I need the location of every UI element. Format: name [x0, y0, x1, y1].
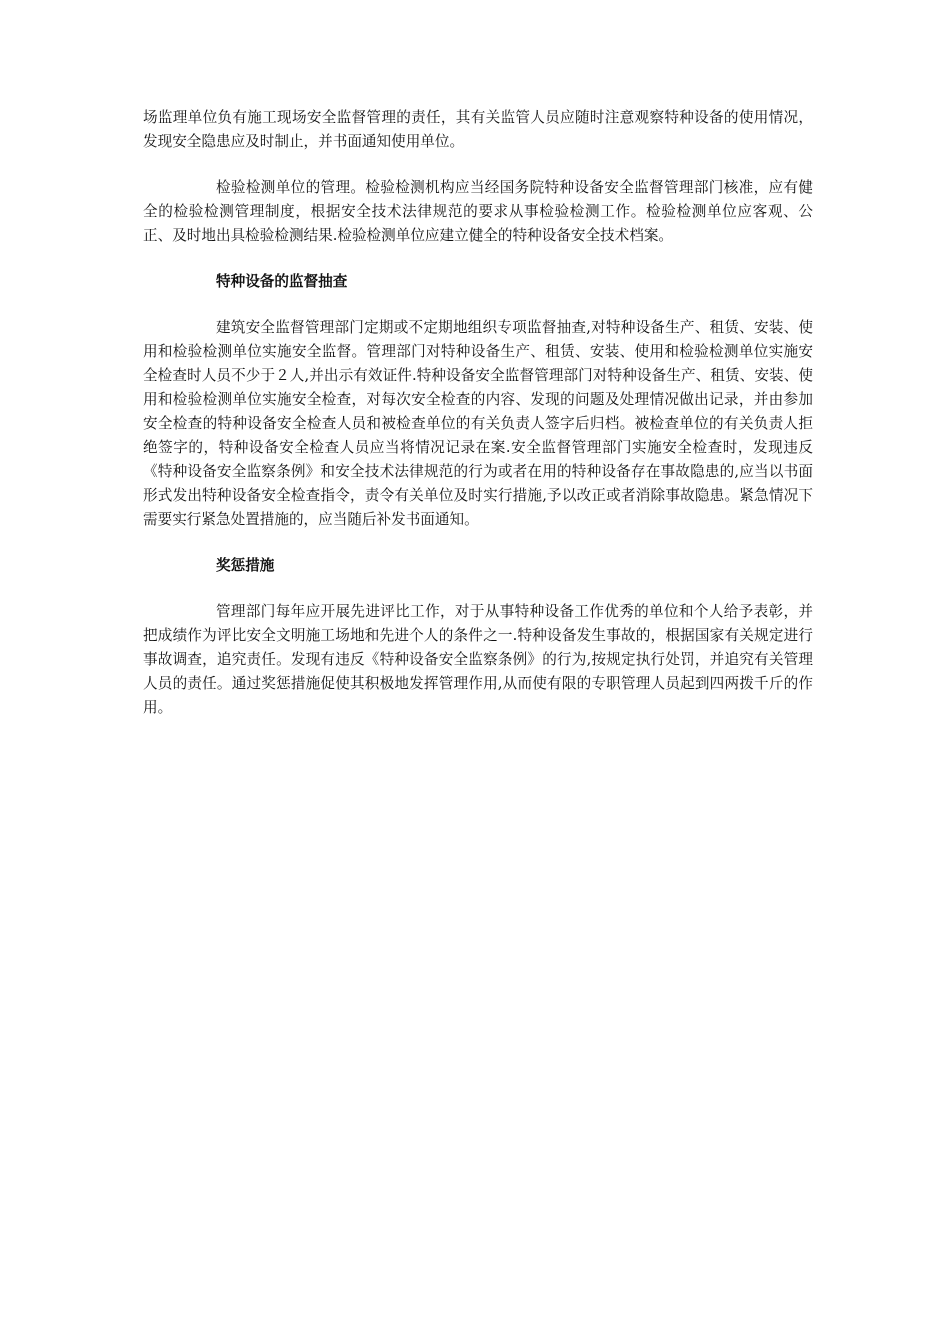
paragraph-rewards: 管理部门每年应开展先进评比工作，对于从事特种设备工作优秀的单位和个人给予表彰，并把成绩作为评比安全文明施工场地和先进个人的条件之一.特种设备发生事故的，根据国家有关规定进行事故调查，追究责任。发现有违反《特种设备安全监察条例》的行为,按规定执行处罚，并追究有关管理人员的责任。通过奖惩措施促使其积极地发挥管理作用,从而使有限的专职管理人员起到四两拨千斤的作用。	[143, 603, 813, 716]
paragraph-spacer	[143, 294, 813, 316]
paragraph-intro: 场监理单位负有施工现场安全监督管理的责任，其有关监管人员应随时注意观察特种设备的使用情况，发现安全隐患应及时制止，并书面通知使用单位。	[143, 109, 813, 150]
document-page	[143, 106, 813, 720]
heading-supervision: 特种设备的监督抽查	[216, 273, 348, 290]
paragraph-spacer	[143, 248, 813, 270]
paragraph-spacer	[143, 154, 813, 176]
paragraph-supervision: 建筑安全监督管理部门定期或不定期地组织专项监督抽查,对特种设备生产、租赁、安装、使用和检验检测单位实施安全监督。管理部门对特种设备生产、租赁、安装、使用和检验检测单位实施安全检查时人员不少于２人,并出示有效证件.特种设备安全监督管理部门对特种设备生产、租赁、安装、使用和检验检测单位实施安全检查，对每次安全检查的内容、发现的问题及处理情况做出记录，并由参加安全检查的特种设备安全检查人员和被检查单位的有关负责人签字后归档。被检查单位的有关负责人拒绝签字的，特种设备安全检查人员应当将情况记录在案.安全监督管理部门实施安全检查时，发现违反《特种设备安全监察条例》和安全技术法律规范的行为或者在用的特种设备存在事故隐患的,应当以书面形式发出特种设备安全检查指令，责令有关单位及时实行措施,予以改正或者消除事故隐患。紧急情况下需要实行紧急处置措施的，应当随后补发书面通知。	[143, 319, 813, 528]
paragraph-spacer	[143, 532, 813, 554]
paragraph-spacer	[143, 578, 813, 600]
heading-rewards: 奖惩措施	[216, 557, 275, 574]
paragraph-inspection-units: 检验检测单位的管理。检验检测机构应当经国务院特种设备安全监督管理部门核准，应有健全的检验检测管理制度，根据安全技术法律规范的要求从事检验检测工作。检验检测单位应客观、公正、及时地出具检验检测结果.检验检测单位应建立健全的特种设备安全技术档案。	[143, 179, 813, 244]
